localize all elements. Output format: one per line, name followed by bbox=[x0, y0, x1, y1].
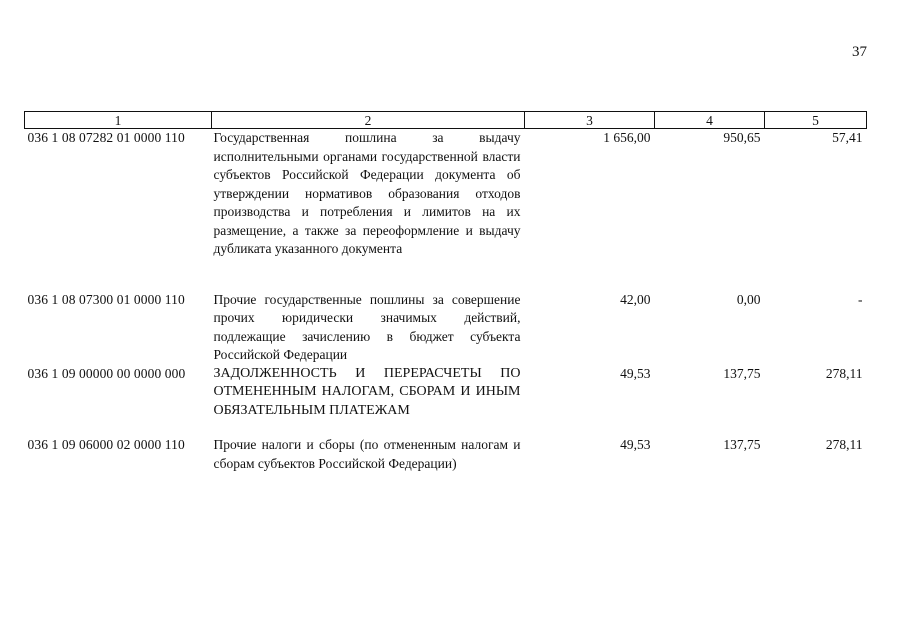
row-spacer bbox=[25, 259, 867, 291]
table-body bbox=[25, 129, 867, 474]
budget-table bbox=[24, 111, 867, 473]
header-col-2: 2 bbox=[212, 112, 525, 129]
row-code: 036 1 08 07300 01 0000 110 bbox=[27, 291, 185, 307]
row-code: 036 1 09 06000 02 0000 110 bbox=[27, 437, 185, 452]
row-name: Государственная пошлина за выдачу исполнительными органами государственной власти субъектов Российской Федерации документа об утверждении нормативов образования отходов производства и потребления и лимитов на их размещение, а также за переоформление и выдачу дубликата указанного документа bbox=[213, 130, 521, 256]
page-number: 37 bbox=[852, 44, 867, 60]
table-row bbox=[25, 365, 867, 421]
row-col5: 57,41 bbox=[832, 130, 863, 145]
table-header bbox=[25, 112, 867, 129]
row-name: ЗАДОЛЖЕННОСТЬ И ПЕРЕРАСЧЕТЫ ПО ОТМЕНЕННЫМ НАЛОГАМ, СБОРАМ И ИНЫМ ОБЯЗАТЕЛЬНЫМ ПЛАТЕЖАМ bbox=[213, 365, 521, 418]
row-col3: 49,53 bbox=[620, 365, 651, 381]
row-name: Прочие налоги и сборы (по отмененным налогам и сборам субъектов Российской Федерации) bbox=[213, 437, 521, 471]
row-code: 036 1 08 07282 01 0000 110 bbox=[27, 130, 185, 145]
row-col4: 950,65 bbox=[723, 130, 761, 145]
row-col5: 278,11 bbox=[825, 365, 863, 381]
row-col4: 137,75 bbox=[723, 365, 761, 381]
row-name: Прочие государственные пошлины за совершение прочих юридически значимых действий, подлежащие зачислению в бюджет субъекта Российской Федерации bbox=[213, 291, 521, 362]
table-row bbox=[25, 129, 867, 259]
header-col-5: 5 bbox=[765, 112, 867, 129]
row-col3: 49,53 bbox=[620, 437, 651, 452]
header-col-4: 4 bbox=[655, 112, 765, 129]
table-row bbox=[25, 291, 867, 365]
row-col5: 278,11 bbox=[825, 437, 863, 452]
row-col3: 1 656,00 bbox=[603, 130, 651, 145]
row-col5: - bbox=[858, 291, 863, 307]
row-code: 036 1 09 00000 00 0000 000 bbox=[27, 365, 186, 381]
header-col-3: 3 bbox=[525, 112, 655, 129]
header-row bbox=[25, 112, 867, 129]
header-col-1: 1 bbox=[25, 112, 212, 129]
row-col3: 42,00 bbox=[620, 291, 651, 307]
row-col4: 137,75 bbox=[723, 437, 761, 452]
table-row bbox=[25, 436, 867, 473]
row-spacer bbox=[25, 420, 867, 436]
row-col4: 0,00 bbox=[736, 291, 761, 307]
